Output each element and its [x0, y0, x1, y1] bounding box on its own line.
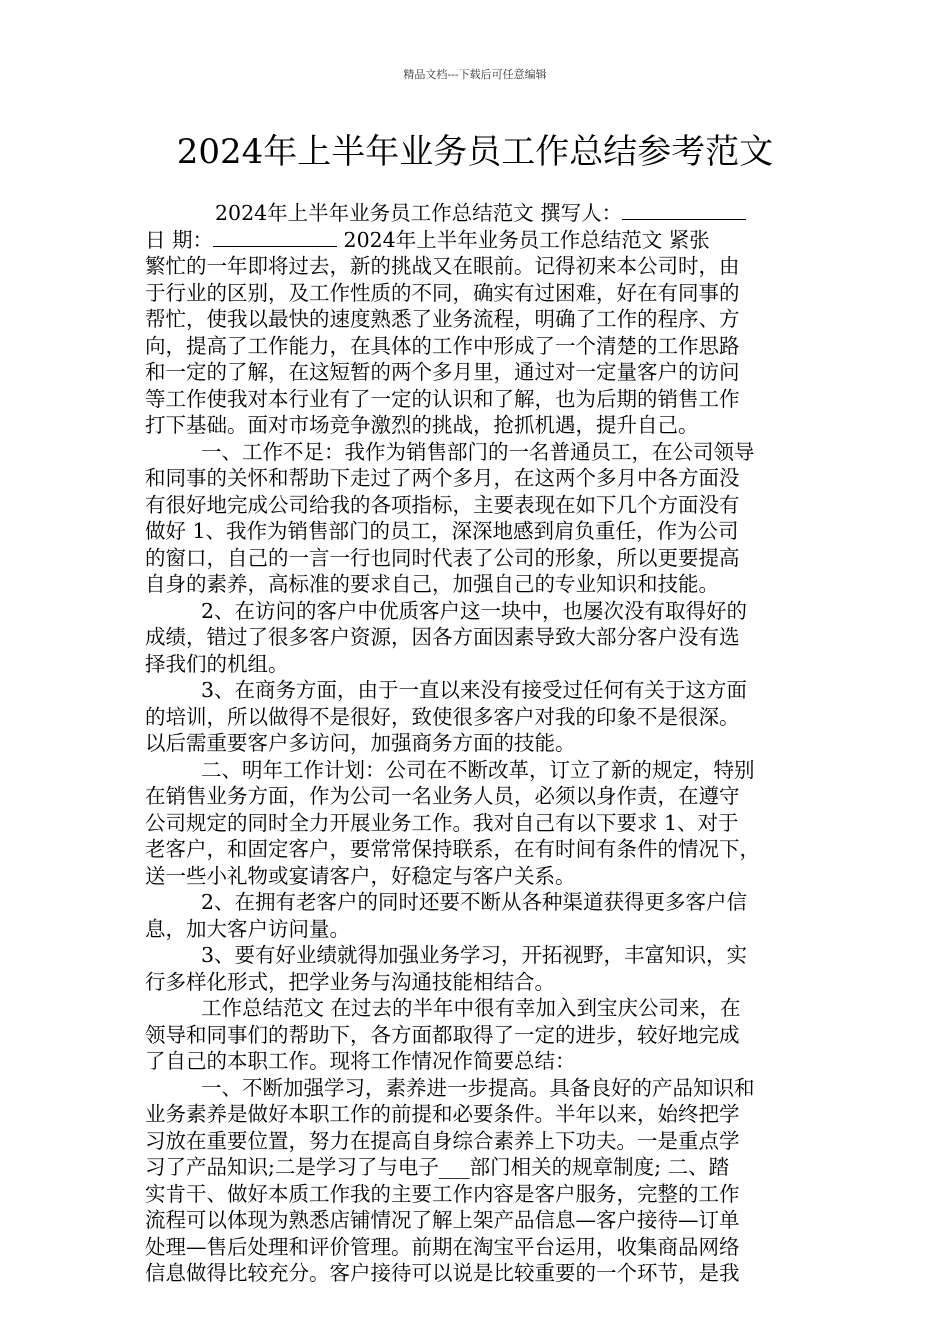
text-line-content: 做好 1、我作为销售部门的员工，深深地感到肩负重任，作为公司 [145, 519, 739, 543]
text-line-content: 业务素养是做好本职工作的前提和必要条件。半年以来，始终把学 [145, 1102, 740, 1126]
text-line [145, 359, 813, 386]
text-line-content: 的窗口，自己的一言一行也同时代表了公司的形象，所以更要提高 [145, 545, 740, 570]
fill-in-blank [213, 228, 337, 247]
text-line [145, 757, 813, 784]
text-line [145, 571, 813, 598]
fill-in-blank [622, 201, 746, 220]
text-line-content: 二、明年工作计划：公司在不断改革，订立了新的规定，特别 [201, 757, 755, 782]
text-line [145, 386, 813, 413]
text-line-content: 打下基础。面对市场竞争激烈的挑战，抢抓机遇，提升自己。 [145, 413, 699, 437]
text-line-content: 2、在访问的客户中优质客户这一块中，也屡次没有取得好的 [201, 598, 748, 623]
text-line [145, 836, 813, 863]
text-line-content: 2024年上半年业务员工作总结范文 紧张 [337, 227, 710, 252]
text-line-content: 信息做得比较充分。客户接待可以说是比较重要的一个环节，是我 [145, 1261, 740, 1285]
text-line-content: 一、不断加强学习，素养进一步提高。具备良好的产品知识和 [201, 1075, 755, 1100]
text-line-content: 成绩，错过了很多客户资源，因各方面因素导致大部分客户没有选 [145, 625, 740, 649]
text-line-content: 在销售业务方面，作为公司一名业务人员，必须以身作责，在遵守 [145, 784, 740, 808]
text-line [145, 253, 813, 280]
text-line-content: 3、要有好业绩就得加强业务学习，开拓视野，丰富知识，实 [201, 943, 748, 967]
text-line-content: 繁忙的一年即将过去，新的挑战又在眼前。记得初来本公司时，由 [145, 254, 740, 278]
text-line [145, 227, 813, 254]
text-line [145, 889, 813, 916]
document-title: 2024年上半年业务员工作总结参考范文 [176, 132, 774, 172]
text-line-content: 实肯干、做好本质工作我的主要工作内容是客户服务，完整的工作 [145, 1181, 740, 1206]
text-line-content: 习了产品知识;二是学习了与电子___部门相关的规章制度; 二、踏 [145, 1155, 730, 1179]
document-body [145, 200, 813, 1287]
text-line [145, 783, 813, 810]
text-line-content: 3、在商务方面，由于一直以来没有接受过任何有关于这方面 [201, 678, 748, 702]
text-line-content: 等工作使我对本行业有了一定的认识和了解，也为后期的销售工作 [145, 386, 740, 411]
text-line [145, 677, 813, 704]
text-line-content: 日 期： [145, 227, 214, 252]
text-line-content: 和一定的了解，在这短暂的两个多月里，通过对一定量客户的访问 [145, 360, 740, 384]
text-line-content: 流程可以体现为熟悉店铺情况了解上架产品信息—客户接待—订单 [145, 1208, 740, 1232]
text-line [145, 916, 813, 943]
text-line [145, 1048, 813, 1075]
text-line-content: 2024年上半年业务员工作总结范文 撰写人： [215, 201, 623, 225]
text-line-content: 送一些小礼物或宴请客户，好稳定与客户关系。 [145, 863, 576, 888]
text-line-content: 向，提高了工作能力，在具体的工作中形成了一个清楚的工作思路 [145, 333, 740, 358]
text-line-content: 处理—售后处理和评价管理。前期在淘宝平台运用，收集商品网络 [145, 1234, 740, 1259]
text-line [145, 651, 813, 678]
text-line [145, 439, 813, 466]
text-line-content: 有很好地完成公司给我的各项指标，主要表现在如下几个方面没有 [145, 492, 740, 517]
text-line [145, 280, 813, 307]
text-line-content: 于行业的区别，及工作性质的不同，确实有过困难，好在有同事的 [145, 280, 740, 305]
text-line-content: 习放在重要位置，努力在提高自身综合素养上下功夫。一是重点学 [145, 1128, 740, 1153]
text-line [145, 863, 813, 890]
text-line [145, 1260, 813, 1287]
text-line [145, 412, 813, 439]
text-line-content: 自身的素养，高标准的要求自己，加强自己的专业知识和技能。 [145, 572, 719, 596]
text-line [145, 1154, 813, 1181]
text-line-content: 以后需重要客户多访问，加强商务方面的技能。 [145, 731, 576, 755]
text-line [145, 1022, 813, 1049]
text-line [145, 969, 813, 996]
text-line-content: 领导和同事们的帮助下，各方面都取得了一定的进步，较好地完成 [145, 1022, 740, 1047]
text-line-content: 一、工作不足：我作为销售部门的一名普通员工，在公司领导 [201, 439, 755, 464]
text-line-content: 公司规定的同时全力开展业务工作。我对自己有以下要求 1、对于 [145, 810, 739, 835]
text-line-content: 2、在拥有老客户的同时还要不断从各种渠道获得更多客户信 [201, 890, 748, 914]
text-line [145, 598, 813, 625]
text-line [145, 1101, 813, 1128]
text-line-content: 和同事的关怀和帮助下走过了两个多月，在这两个多月中各方面没 [145, 466, 740, 490]
header-note: 精品文档---下载后可任意编辑 [403, 68, 547, 81]
text-line [145, 200, 813, 227]
text-line [145, 624, 813, 651]
text-line [145, 942, 813, 969]
text-line [145, 1128, 813, 1155]
text-line-content: 息，加大客户访问量。 [145, 916, 350, 941]
text-line [145, 1075, 813, 1102]
text-line [145, 306, 813, 333]
text-line-content: 老客户，和固定客户，要常常保持联系，在有时间有条件的情况下， [145, 837, 760, 861]
text-line-content: 行多样化形式，把学业务与沟通技能相结合。 [145, 969, 555, 994]
text-line [145, 730, 813, 757]
text-line [145, 1181, 813, 1208]
text-line [145, 1207, 813, 1234]
text-line-content: 工作总结范文 在过去的半年中很有幸加入到宝庆公司来，在 [201, 996, 741, 1020]
text-line [145, 518, 813, 545]
text-line [145, 545, 813, 572]
text-line-content: 帮忙，使我以最快的速度熟悉了业务流程，明确了工作的程序、方 [145, 307, 740, 331]
text-line [145, 465, 813, 492]
text-line-content: 了自己的本职工作。现将工作情况作简要总结： [145, 1049, 576, 1073]
text-line [145, 704, 813, 731]
text-line-content: 的培训，所以做得不是很好，致使很多客户对我的印象不是很深。 [145, 704, 740, 729]
text-line-content: 择我们的机组。 [145, 651, 289, 676]
text-line [145, 810, 813, 837]
text-line [145, 333, 813, 360]
text-line [145, 1234, 813, 1261]
text-line [145, 995, 813, 1022]
text-line [145, 492, 813, 519]
